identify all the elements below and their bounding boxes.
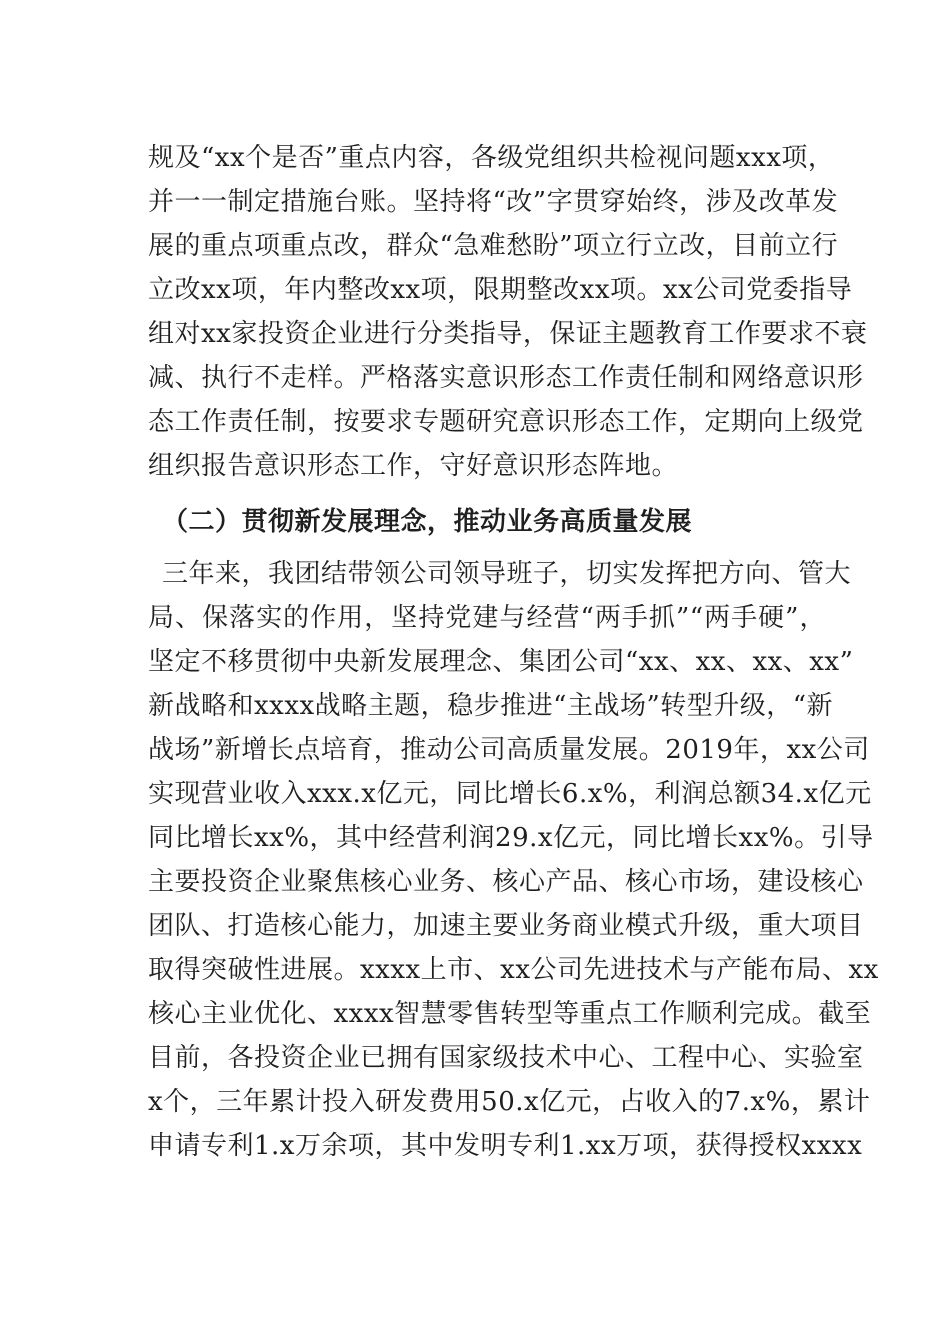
paragraph-1-line-6: 减、执行不走样。严格落实意识形态工作责任制和网络意识形 — [148, 363, 864, 393]
paragraph-2-line-4: 新战略和xxxx战略主题，稳步推进“主战场”转型升级，“新 — [148, 691, 834, 721]
paragraph-2-line-12: 目前，各投资企业已拥有国家级技术中心、工程中心、实验室 — [148, 1043, 864, 1073]
paragraph-1-line-5: 组对xx家投资企业进行分类指导，保证主题教育工作要求不衰 — [148, 319, 868, 349]
paragraph-1-line-4: 立改xx项，年内整改xx项，限期整改xx项。xx公司党委指导 — [148, 275, 853, 305]
paragraph-2-line-1: 三年来，我团结带领公司领导班子，切实发挥把方向、管大 — [162, 559, 852, 589]
paragraph-2-line-5: 战场”新增长点培育，推动公司高质量发展。2019年，xx公司 — [148, 735, 870, 765]
paragraph-1-line-8: 组织报告意识形态工作，守好意识形态阵地。 — [148, 451, 679, 481]
paragraph-1-line-7: 态工作责任制，按要求专题研究意识形态工作，定期向上级党 — [148, 407, 864, 437]
paragraph-2-line-9: 团队、打造核心能力，加速主要业务商业模式升级，重大项目 — [148, 911, 864, 941]
paragraph-1-line-2: 并一一制定措施台账。坚持将“改”字贯穿始终，涉及改革发 — [148, 187, 839, 217]
paragraph-2-line-6: 实现营业收入xxx.x亿元，同比增长6.x%，利润总额34.x亿元 — [148, 779, 872, 809]
paragraph-2-line-14: 申请专利1.x万余项，其中发明专利1.xx万项，获得授权xxxx — [148, 1131, 863, 1161]
paragraph-1-line-1: 规及“xx个是否”重点内容，各级党组织共检视问题xxx项， — [148, 143, 835, 173]
paragraph-2-line-10: 取得突破性进展。xxxx上市、xx公司先进技术与产能布局、xx — [148, 955, 879, 985]
paragraph-2-line-11: 核心主业优化、xxxx智慧零售转型等重点工作顺利完成。截至 — [148, 999, 872, 1029]
section-heading: （二）贯彻新发展理念，推动业务高质量发展 — [162, 507, 693, 537]
paragraph-2-line-2: 局、保落实的作用，坚持党建与经营“两手抓”“两手硬”， — [148, 603, 826, 633]
paragraph-2-line-7: 同比增长xx%，其中经营利润29.x亿元，同比增长xx%。引导 — [148, 823, 874, 853]
paragraph-2-line-13: x个，三年累计投入研发费用50.x亿元，占收入的7.x%，累计 — [148, 1087, 871, 1117]
paragraph-1-line-3: 展的重点项重点改，群众“急难愁盼”项立行立改，目前立行 — [148, 231, 839, 261]
paragraph-2-line-8: 主要投资企业聚焦核心业务、核心产品、核心市场，建设核心 — [148, 867, 864, 897]
paragraph-2-line-3: 坚定不移贯彻中央新发展理念、集团公司“xx、xx、xx、xx” — [148, 647, 854, 677]
